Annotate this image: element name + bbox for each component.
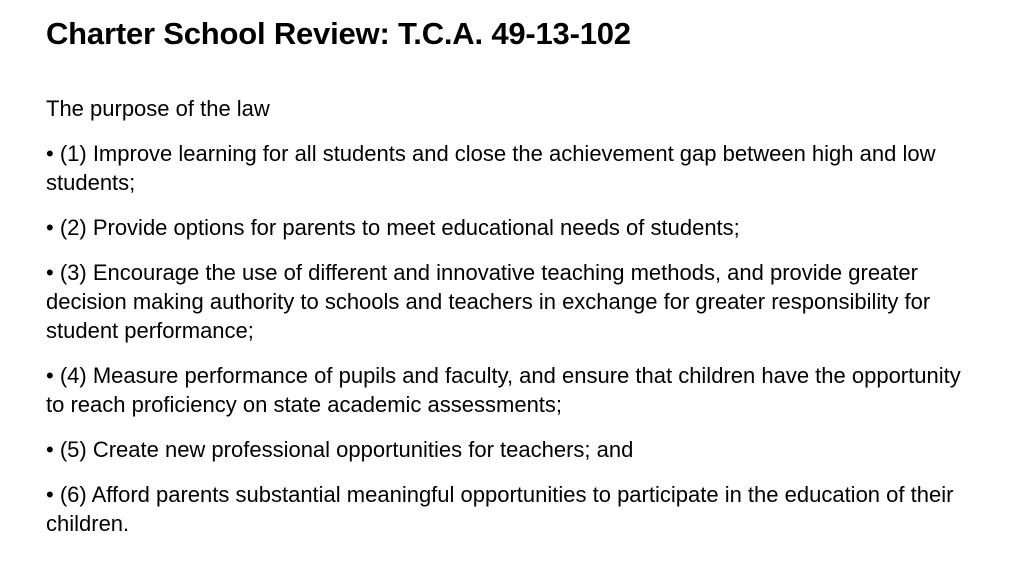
purpose-item-2: • (2) Provide options for parents to meet educational needs of students;	[46, 215, 740, 240]
intro-text: The purpose of the law	[46, 96, 270, 121]
purpose-list	[46, 139, 984, 538]
purpose-item-5: • (5) Create new professional opportunities for teachers; and	[46, 437, 634, 462]
purpose-item-3: • (3) Encourage the use of different and innovative teaching methods, and provide greater decision making authority to schools and teachers in exchange for greater responsibility for student performance;	[46, 260, 931, 343]
slide-title: Charter School Review: T.C.A. 49-13-102	[46, 16, 631, 51]
purpose-item-1: • (1) Improve learning for all students and close the achievement gap between high and low students;	[46, 141, 936, 195]
purpose-item-6: • (6) Afford parents substantial meaningful opportunities to participate in the education of their children.	[46, 482, 954, 536]
purpose-item-4: • (4) Measure performance of pupils and faculty, and ensure that children have the opportunity to reach proficiency on state academic assessments;	[46, 363, 961, 417]
